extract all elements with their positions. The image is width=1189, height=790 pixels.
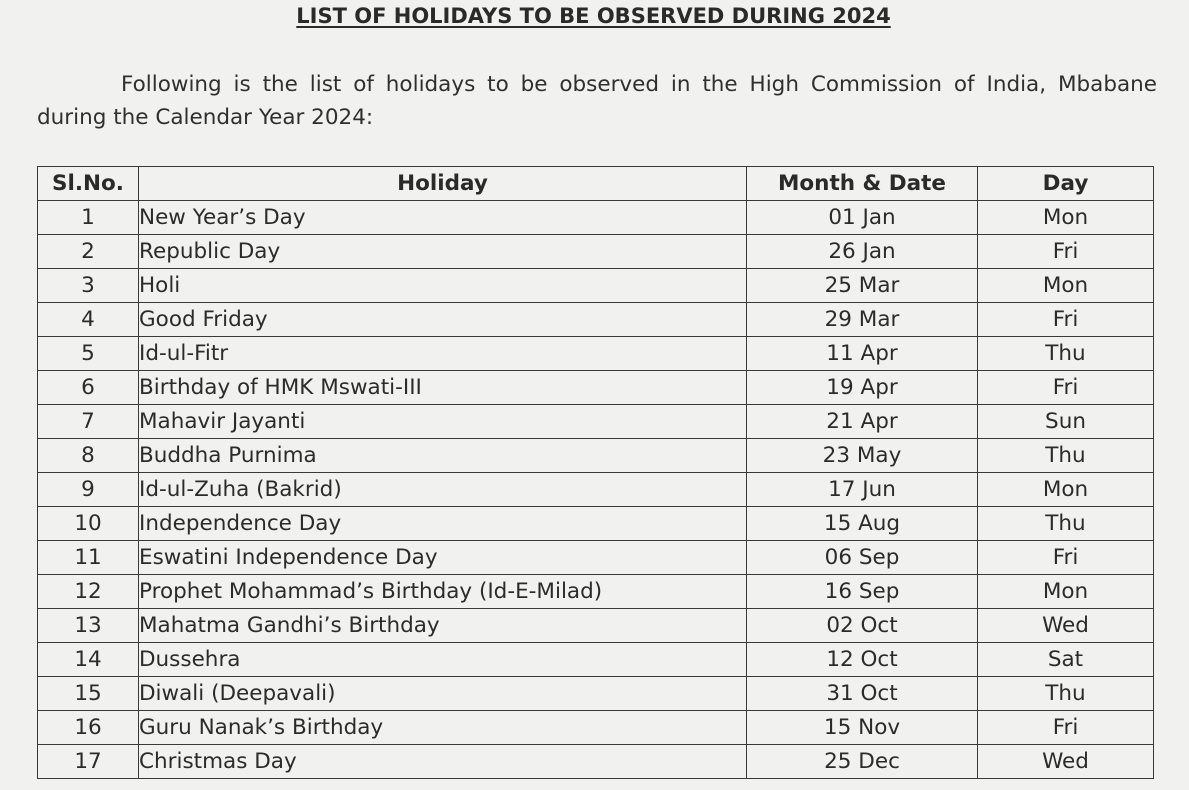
table-row — [38, 269, 1154, 303]
serial-number-cell: 2 — [38, 235, 139, 269]
table-row — [38, 473, 1154, 507]
month-date-cell: 19 Apr — [747, 371, 978, 405]
day-cell: Fri — [978, 711, 1154, 745]
month-date-cell: 25 Mar — [747, 269, 978, 303]
serial-number-cell: 14 — [38, 643, 139, 677]
serial-number-cell: 11 — [38, 541, 139, 575]
intro-paragraph: Following is the list of holidays to be observed in the High Commission of India, Mbabane during the Calendar Year 2024: — [37, 72, 1157, 130]
day-cell: Thu — [978, 337, 1154, 371]
serial-number-cell: 10 — [38, 507, 139, 541]
month-date-cell: 12 Oct — [747, 643, 978, 677]
day-cell: Wed — [978, 609, 1154, 643]
holiday-name-cell: Guru Nanak’s Birthday — [139, 711, 747, 745]
day-cell: Mon — [978, 269, 1154, 303]
month-date-cell: 16 Sep — [747, 575, 978, 609]
month-date-cell: 29 Mar — [747, 303, 978, 337]
table-row — [38, 337, 1154, 371]
table-row — [38, 541, 1154, 575]
header-holiday: Holiday — [139, 167, 747, 201]
holiday-name-cell: Buddha Purnima — [139, 439, 747, 473]
month-date-cell: 11 Apr — [747, 337, 978, 371]
serial-number-cell: 12 — [38, 575, 139, 609]
table-row — [38, 201, 1154, 235]
holiday-name-cell: Mahatma Gandhi’s Birthday — [139, 609, 747, 643]
table-row — [38, 507, 1154, 541]
table-row — [38, 711, 1154, 745]
serial-number-cell: 4 — [38, 303, 139, 337]
table-row — [38, 677, 1154, 711]
serial-number-cell: 5 — [38, 337, 139, 371]
table-row — [38, 643, 1154, 677]
month-date-cell: 17 Jun — [747, 473, 978, 507]
holiday-name-cell: Birthday of HMK Mswati-III — [139, 371, 747, 405]
day-cell: Fri — [978, 235, 1154, 269]
holiday-name-cell: Prophet Mohammad’s Birthday (Id-E-Milad) — [139, 575, 747, 609]
month-date-cell: 21 Apr — [747, 405, 978, 439]
day-cell: Fri — [978, 371, 1154, 405]
serial-number-cell: 3 — [38, 269, 139, 303]
month-date-cell: 02 Oct — [747, 609, 978, 643]
day-cell: Sun — [978, 405, 1154, 439]
month-date-cell: 15 Aug — [747, 507, 978, 541]
header-sl-no: Sl.No. — [38, 167, 139, 201]
month-date-cell: 15 Nov — [747, 711, 978, 745]
serial-number-cell: 17 — [38, 745, 139, 779]
holiday-name-cell: Dussehra — [139, 643, 747, 677]
holiday-table-body — [38, 201, 1154, 779]
month-date-cell: 31 Oct — [747, 677, 978, 711]
day-cell: Mon — [978, 201, 1154, 235]
month-date-cell: 23 May — [747, 439, 978, 473]
holiday-name-cell: New Year’s Day — [139, 201, 747, 235]
day-cell: Sat — [978, 643, 1154, 677]
serial-number-cell: 7 — [38, 405, 139, 439]
month-date-cell: 26 Jan — [747, 235, 978, 269]
holiday-name-cell: Id-ul-Fitr — [139, 337, 747, 371]
table-row — [38, 609, 1154, 643]
table-row — [38, 575, 1154, 609]
day-cell: Wed — [978, 745, 1154, 779]
holiday-name-cell: Id-ul-Zuha (Bakrid) — [139, 473, 747, 507]
serial-number-cell: 13 — [38, 609, 139, 643]
day-cell: Mon — [978, 473, 1154, 507]
table-header-row — [38, 167, 1154, 201]
holiday-table — [37, 166, 1154, 779]
header-month-date: Month & Date — [747, 167, 978, 201]
table-row — [38, 303, 1154, 337]
serial-number-cell: 16 — [38, 711, 139, 745]
header-day: Day — [978, 167, 1154, 201]
day-cell: Mon — [978, 575, 1154, 609]
day-cell: Thu — [978, 677, 1154, 711]
holiday-name-cell: Christmas Day — [139, 745, 747, 779]
day-cell: Thu — [978, 439, 1154, 473]
table-row — [38, 745, 1154, 779]
holiday-name-cell: Eswatini Independence Day — [139, 541, 747, 575]
holiday-name-cell: Holi — [139, 269, 747, 303]
serial-number-cell: 15 — [38, 677, 139, 711]
serial-number-cell: 6 — [38, 371, 139, 405]
day-cell: Fri — [978, 303, 1154, 337]
document-title: LIST OF HOLIDAYS TO BE OBSERVED DURING 2024 — [296, 4, 891, 28]
holiday-name-cell: Republic Day — [139, 235, 747, 269]
day-cell: Thu — [978, 507, 1154, 541]
table-row — [38, 235, 1154, 269]
day-cell: Fri — [978, 541, 1154, 575]
serial-number-cell: 1 — [38, 201, 139, 235]
month-date-cell: 01 Jan — [747, 201, 978, 235]
holiday-name-cell: Good Friday — [139, 303, 747, 337]
serial-number-cell: 8 — [38, 439, 139, 473]
month-date-cell: 25 Dec — [747, 745, 978, 779]
table-row — [38, 405, 1154, 439]
holiday-name-cell: Mahavir Jayanti — [139, 405, 747, 439]
holiday-name-cell: Independence Day — [139, 507, 747, 541]
holiday-name-cell: Diwali (Deepavali) — [139, 677, 747, 711]
table-row — [38, 439, 1154, 473]
table-row — [38, 371, 1154, 405]
month-date-cell: 06 Sep — [747, 541, 978, 575]
serial-number-cell: 9 — [38, 473, 139, 507]
holiday-table-head — [38, 167, 1154, 201]
